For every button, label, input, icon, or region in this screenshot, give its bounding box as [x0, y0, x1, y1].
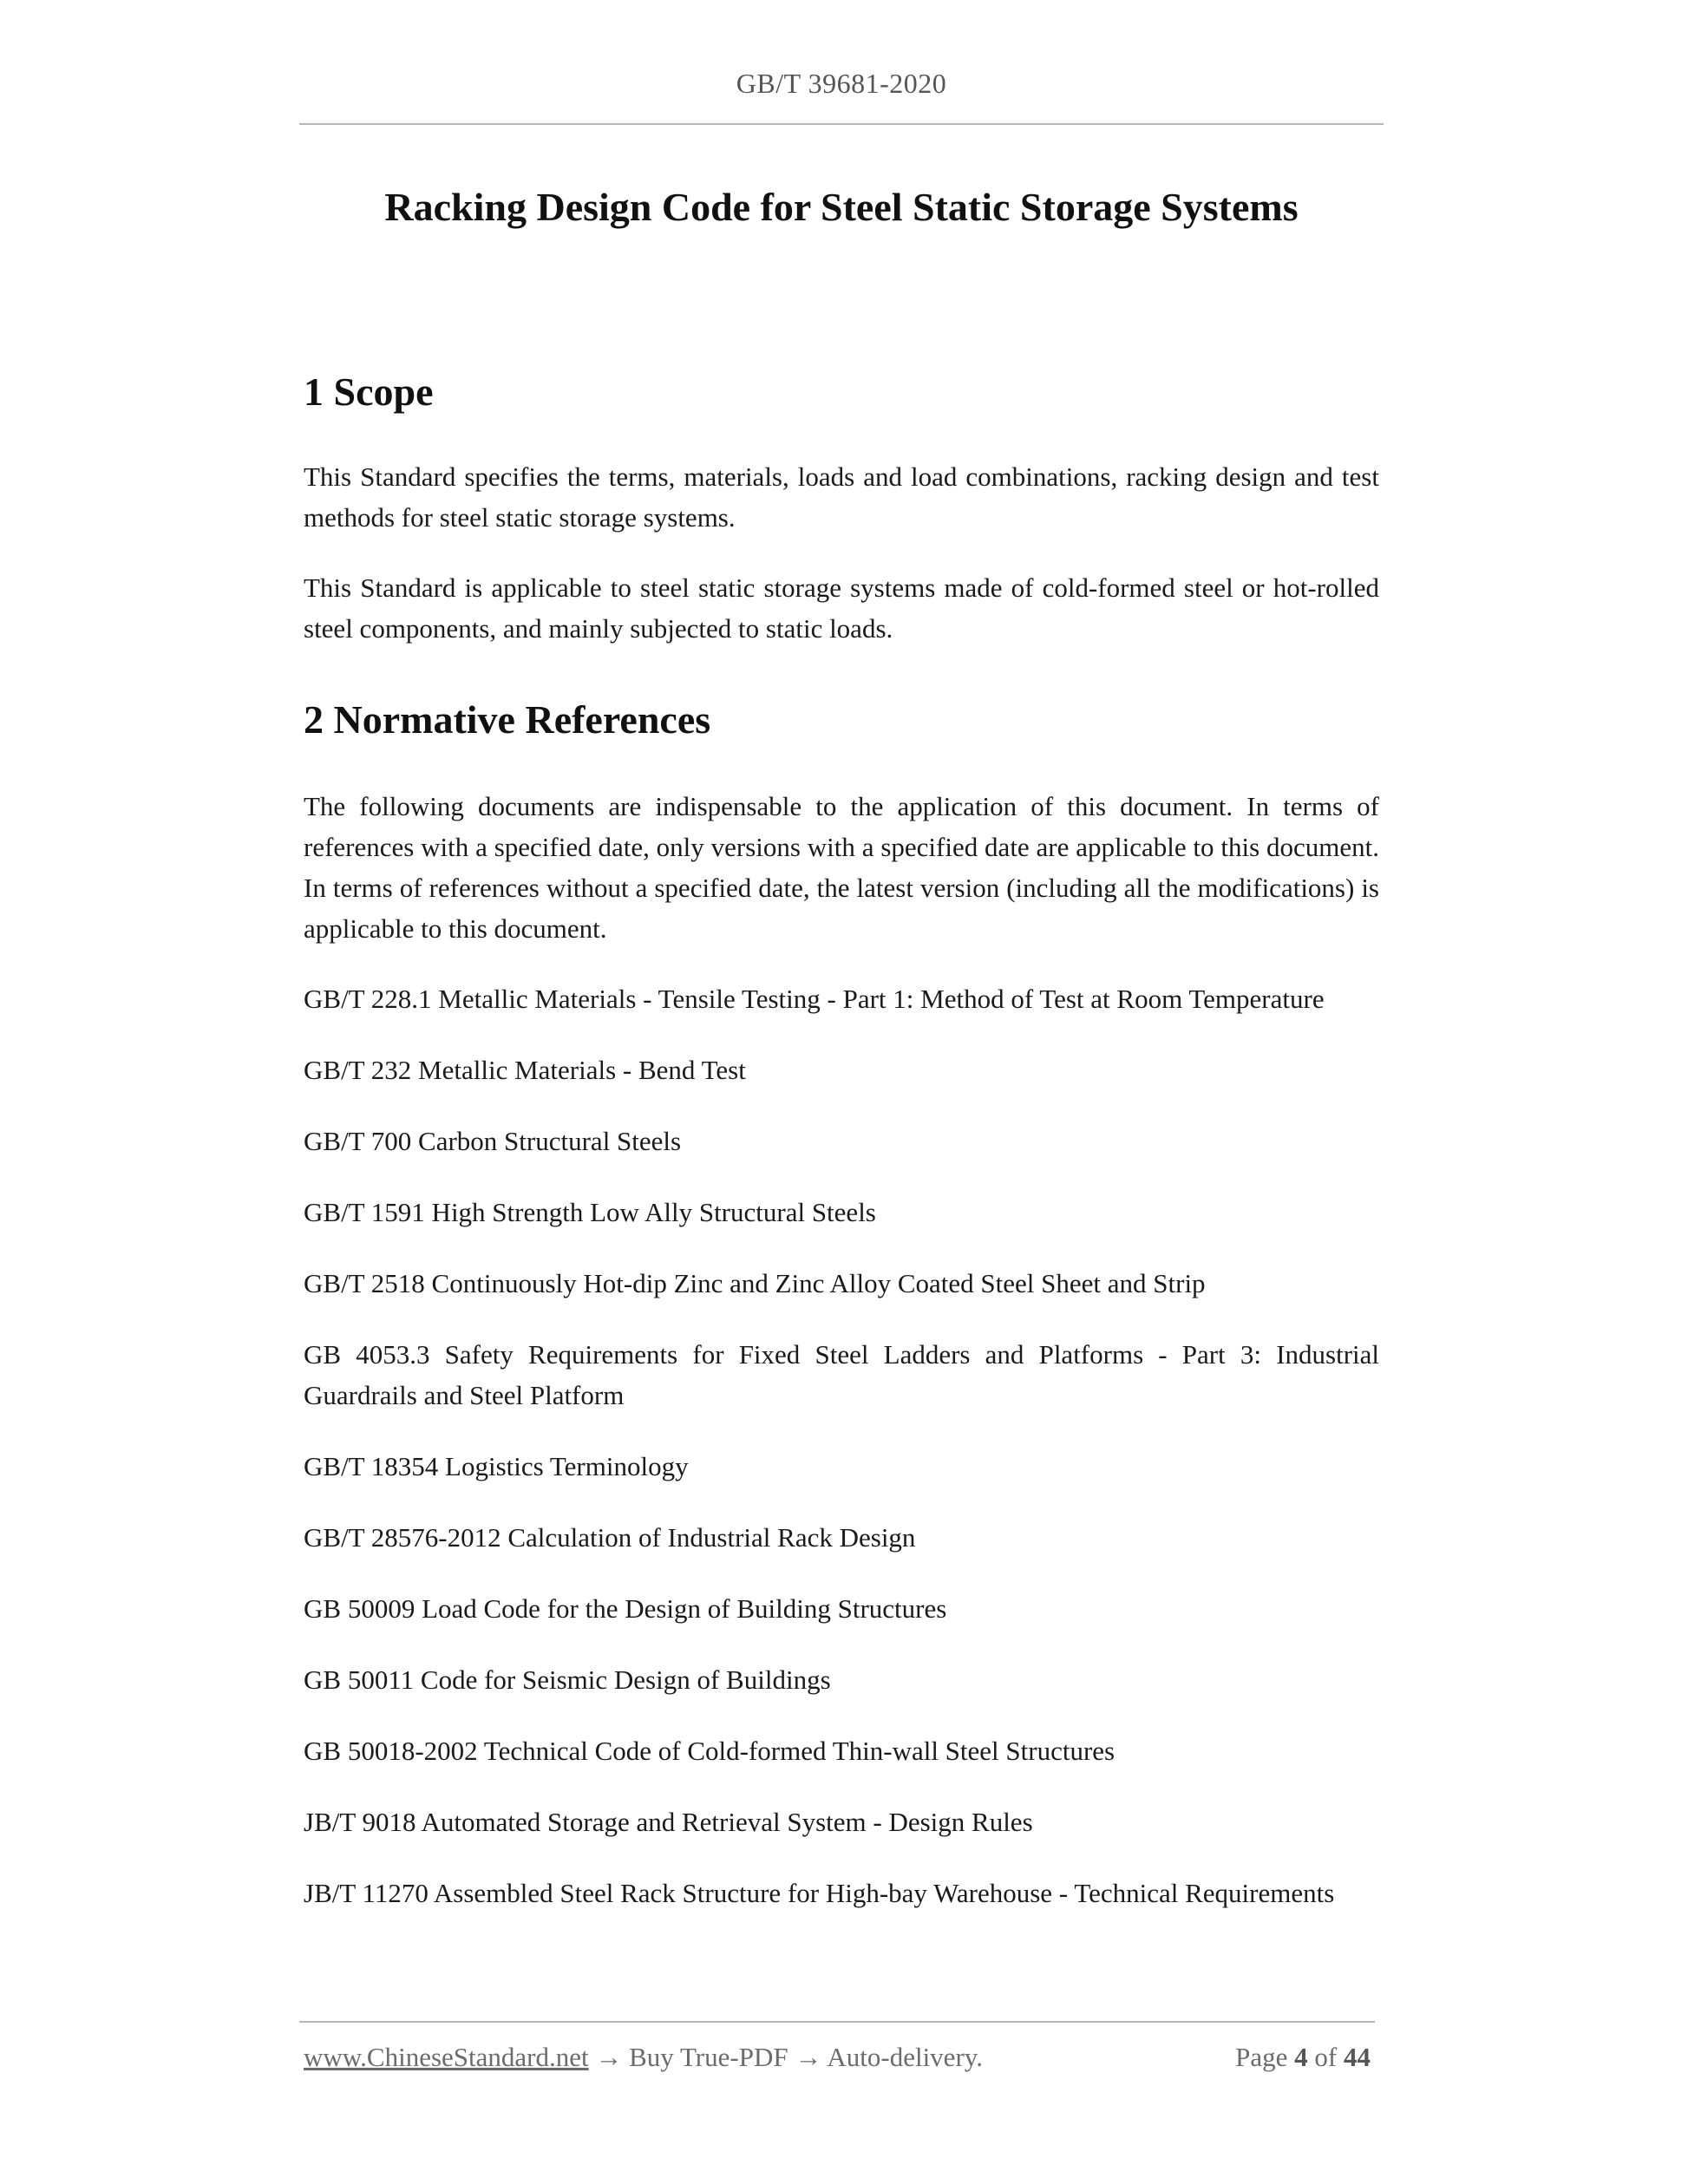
- total-page-number: 44: [1344, 2042, 1371, 2072]
- document-body: [304, 364, 1379, 1944]
- reference-list: [304, 978, 1379, 1913]
- footer-divider: [299, 2021, 1375, 2023]
- reference-item: GB/T 232 Metallic Materials - Bend Test: [304, 1055, 746, 1085]
- reference-item: GB/T 2518 Continuously Hot-dip Zinc and Zinc Alloy Coated Steel Sheet and Strip: [304, 1268, 1206, 1298]
- reference-item: GB 4053.3 Safety Requirements for Fixed Steel Ladders and Platforms - Part 3: Industrial Guardrails and Steel Platform: [304, 1339, 1379, 1410]
- website-link[interactable]: www.ChineseStandard.net: [304, 2042, 589, 2072]
- footer-promo: [304, 2038, 983, 2076]
- page-label: Page: [1235, 2042, 1288, 2072]
- current-page-number: 4: [1294, 2042, 1308, 2072]
- section-heading-normative-references: 2 Normative References: [304, 697, 711, 742]
- section-heading-scope: 1 Scope: [304, 369, 434, 414]
- document-title: Racking Design Code for Steel Static Storage Systems: [384, 185, 1299, 229]
- reference-item: GB 50011 Code for Seismic Design of Buildings: [304, 1664, 831, 1695]
- reference-item: GB/T 28576-2012 Calculation of Industrial Rack Design: [304, 1522, 916, 1553]
- reference-item: GB/T 18354 Logistics Terminology: [304, 1451, 689, 1481]
- scope-paragraph: This Standard specifies the terms, materials, loads and load combinations, racking design and test methods for steel static storage systems.: [304, 461, 1379, 533]
- reference-item: GB/T 228.1 Metallic Materials - Tensile Testing - Part 1: Method of Test at Room Temperature: [304, 984, 1325, 1014]
- scope-paragraph: This Standard is applicable to steel static storage systems made of cold-formed steel or hot-rolled steel components, and mainly subjected to static loads.: [304, 572, 1379, 644]
- footer-tagline: → Buy True-PDF → Auto-delivery.: [588, 2042, 983, 2072]
- reference-item: GB/T 700 Carbon Structural Steels: [304, 1126, 682, 1156]
- page-indicator: [1235, 2038, 1371, 2076]
- normative-references-intro: The following documents are indispensable to the application of this document. In terms of references with a specified date, only versions with a specified date are applicable to this document. In terms of references without a specified date, the latest version (including all the modifications) is applicable to this document.: [304, 791, 1379, 944]
- reference-item: GB/T 1591 High Strength Low Ally Structural Steels: [304, 1197, 876, 1227]
- header-divider: [299, 123, 1384, 125]
- reference-item: GB 50009 Load Code for the Design of Building Structures: [304, 1593, 947, 1624]
- running-header: GB/T 39681-2020: [736, 68, 947, 99]
- reference-item: JB/T 11270 Assembled Steel Rack Structure for High-bay Warehouse - Technical Requirements: [304, 1878, 1335, 1908]
- reference-item: JB/T 9018 Automated Storage and Retrieval System - Design Rules: [304, 1807, 1033, 1837]
- page-of-label: of: [1314, 2042, 1338, 2072]
- reference-item: GB 50018-2002 Technical Code of Cold-formed Thin-wall Steel Structures: [304, 1736, 1116, 1766]
